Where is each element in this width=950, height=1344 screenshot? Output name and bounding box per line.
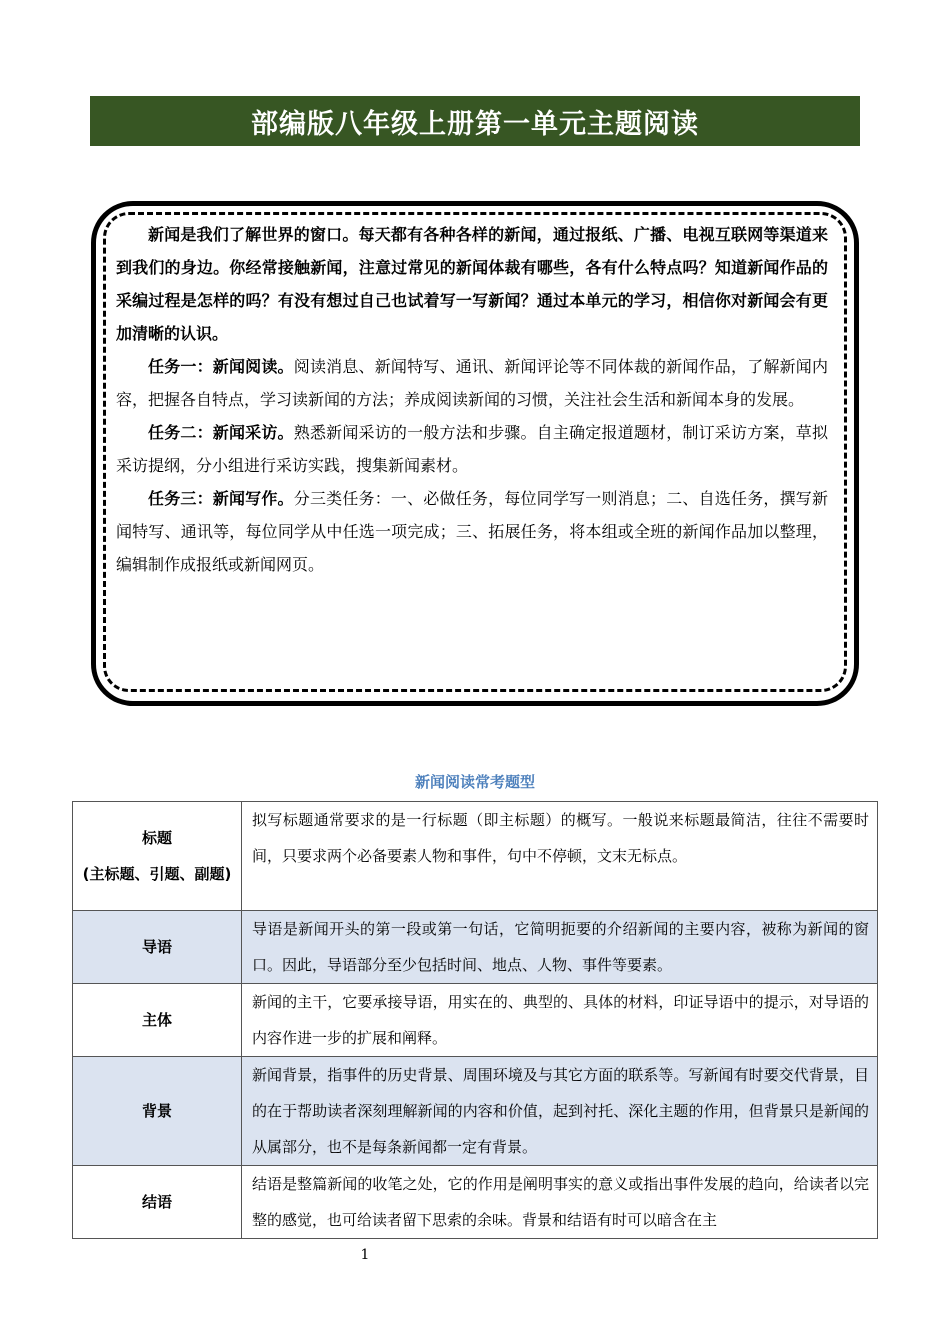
row-body-lead: 导语是新闻开头的第一段或第一句话，它简明扼要的介绍新闻的主要内容，被称为新闻的窗口。因此，导语部分至少包括时间、地点、人物、事件等要素。 bbox=[242, 911, 878, 984]
row-heading-title bbox=[73, 802, 242, 911]
page-number: 1 bbox=[360, 1247, 370, 1263]
task-one-text: 阅读消息、新闻特写、通讯、新闻评论等不同体裁的新闻作品，了解新闻内容，把握各自特点，学习读新闻的方法；养成阅读新闻的习惯，关注社会生活和新闻本身的发展。 bbox=[116, 357, 828, 409]
task-one-paragraph bbox=[116, 350, 828, 416]
task-two-paragraph bbox=[116, 416, 828, 482]
row-heading-lead: 导语 bbox=[73, 911, 242, 984]
intro-text bbox=[116, 218, 828, 581]
section-title: 新闻阅读常考题型 bbox=[414, 773, 535, 791]
row-heading-background: 背景 bbox=[73, 1057, 242, 1166]
task-two-text: 熟悉新闻采访的一般方法和步骤。自主确定报道题材，制订采访方案，草拟采访提纲，分小组进行采访实践，搜集新闻素材。 bbox=[116, 423, 828, 475]
table-row bbox=[73, 802, 878, 911]
task-three-paragraph bbox=[116, 482, 828, 581]
page-title-banner bbox=[90, 96, 860, 146]
row-heading-body: 主体 bbox=[73, 984, 242, 1057]
task-two-label: 任务二：新闻采访。 bbox=[148, 423, 294, 442]
table-row bbox=[73, 984, 878, 1057]
row-heading-ending: 结语 bbox=[73, 1166, 242, 1239]
row-heading-title-line-2: (主标题、引题、副题) bbox=[82, 865, 232, 883]
row-body-ending: 结语是整篇新闻的收笔之处，它的作用是阐明事实的意义或指出事件发展的趋向，给读者以完整的感觉，也可给读者留下思索的余味。背景和结语有时可以暗含在主 bbox=[242, 1166, 878, 1239]
intro-lead-paragraph: 新闻是我们了解世界的窗口。每天都有各种各样的新闻，通过报纸、广播、电视互联网等渠道来到我们的身边。你经常接触新闻，注意过常见的新闻体裁有哪些，各有什么特点吗？知道新闻作品的采编过程是怎样的吗？有没有想过自己也试着写一写新闻？通过本单元的学习，相信你对新闻会有更加清晰的认识。 bbox=[116, 225, 828, 343]
task-three-label: 任务三：新闻写作。 bbox=[148, 489, 294, 508]
table-row bbox=[73, 1166, 878, 1239]
row-body-body: 新闻的主干，它要承接导语，用实在的、典型的、具体的材料，印证导语中的提示，对导语的内容作进一步的扩展和阐释。 bbox=[242, 984, 878, 1057]
page-title: 部编版八年级上册第一单元主题阅读 bbox=[251, 108, 699, 140]
question-type-table bbox=[72, 801, 878, 1239]
row-body-background: 新闻背景，指事件的历史背景、周围环境及与其它方面的联系等。写新闻有时要交代背景，目的在于帮助读者深刻理解新闻的内容和价值，起到衬托、深化主题的作用，但背景只是新闻的从属部分，也不是每条新闻都一定有背景。 bbox=[242, 1057, 878, 1166]
row-heading-title-line-1: 标题 bbox=[141, 829, 172, 847]
row-body-title: 拟写标题通常要求的是一行标题（即主标题）的概写。一般说来标题最简洁，往往不需要时间，只要求两个必备要素人物和事件，句中不停顿，文末无标点。 bbox=[242, 802, 878, 911]
task-one-label: 任务一：新闻阅读。 bbox=[148, 357, 294, 376]
table-row bbox=[73, 911, 878, 984]
table-row bbox=[73, 1057, 878, 1166]
task-three-text: 分三类任务：一、必做任务，每位同学写一则消息；二、自选任务，撰写新闻特写、通讯等，每位同学从中任选一项完成；三、拓展任务，将本组或全班的新闻作品加以整理，编辑制作成报纸或新闻网页。 bbox=[116, 489, 828, 574]
